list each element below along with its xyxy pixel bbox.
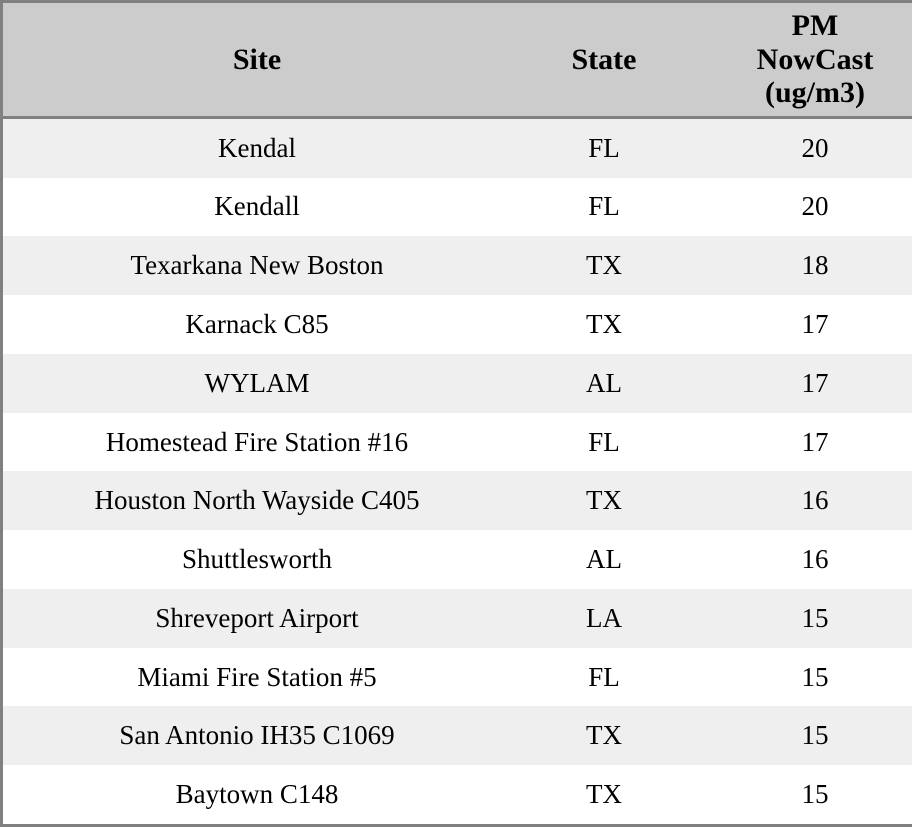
cell-site: Homestead Fire Station #16	[3, 413, 511, 472]
cell-pm: 16	[697, 471, 912, 530]
table-row	[3, 589, 912, 648]
cell-pm: 16	[697, 530, 912, 589]
column-header-site-label: Site	[232, 42, 282, 76]
cell-site: Miami Fire Station #5	[3, 648, 511, 707]
column-header-pm-nowcast	[697, 3, 912, 117]
table-row	[3, 117, 912, 177]
cell-site: Texarkana New Boston	[3, 236, 511, 295]
table-header-row	[3, 3, 912, 117]
cell-state: TX	[511, 706, 697, 765]
column-header-pm-line-3: (ug/m3)	[765, 76, 865, 110]
cell-site: Baytown C148	[3, 765, 511, 824]
cell-state: FL	[511, 648, 697, 707]
table-row	[3, 413, 912, 472]
table-row	[3, 236, 912, 295]
cell-state: LA	[511, 589, 697, 648]
cell-site: Kendal	[3, 117, 511, 177]
cell-state: TX	[511, 236, 697, 295]
table-header	[3, 3, 912, 117]
cell-pm: 15	[697, 589, 912, 648]
table-row	[3, 765, 912, 824]
cell-state: FL	[511, 117, 697, 177]
cell-state: TX	[511, 295, 697, 354]
cell-site: Shuttlesworth	[3, 530, 511, 589]
table-row	[3, 354, 912, 413]
cell-pm: 17	[697, 295, 912, 354]
air-quality-table	[3, 3, 912, 824]
table-row	[3, 530, 912, 589]
table-body	[3, 117, 912, 824]
cell-pm: 17	[697, 413, 912, 472]
column-header-pm-line-2: NowCast	[756, 42, 874, 76]
cell-pm: 20	[697, 117, 912, 177]
table-row	[3, 648, 912, 707]
cell-state: TX	[511, 765, 697, 824]
column-header-state	[511, 3, 697, 117]
cell-state: FL	[511, 413, 697, 472]
cell-pm: 15	[697, 765, 912, 824]
cell-pm: 15	[697, 706, 912, 765]
cell-pm: 15	[697, 648, 912, 707]
cell-state: AL	[511, 354, 697, 413]
column-header-pm-line-1: PM	[791, 9, 839, 42]
cell-site: Shreveport Airport	[3, 589, 511, 648]
table-row	[3, 178, 912, 237]
cell-pm: 17	[697, 354, 912, 413]
column-header-state-label: State	[571, 42, 637, 76]
cell-state: AL	[511, 530, 697, 589]
cell-site: Houston North Wayside C405	[3, 471, 511, 530]
cell-state: TX	[511, 471, 697, 530]
table-row	[3, 471, 912, 530]
cell-pm: 20	[697, 178, 912, 237]
table-row	[3, 706, 912, 765]
cell-site: Karnack C85	[3, 295, 511, 354]
cell-site: WYLAM	[3, 354, 511, 413]
table-row	[3, 295, 912, 354]
column-header-site	[3, 3, 511, 117]
cell-site: Kendall	[3, 178, 511, 237]
cell-pm: 18	[697, 236, 912, 295]
cell-state: FL	[511, 178, 697, 237]
cell-site: San Antonio IH35 C1069	[3, 706, 511, 765]
